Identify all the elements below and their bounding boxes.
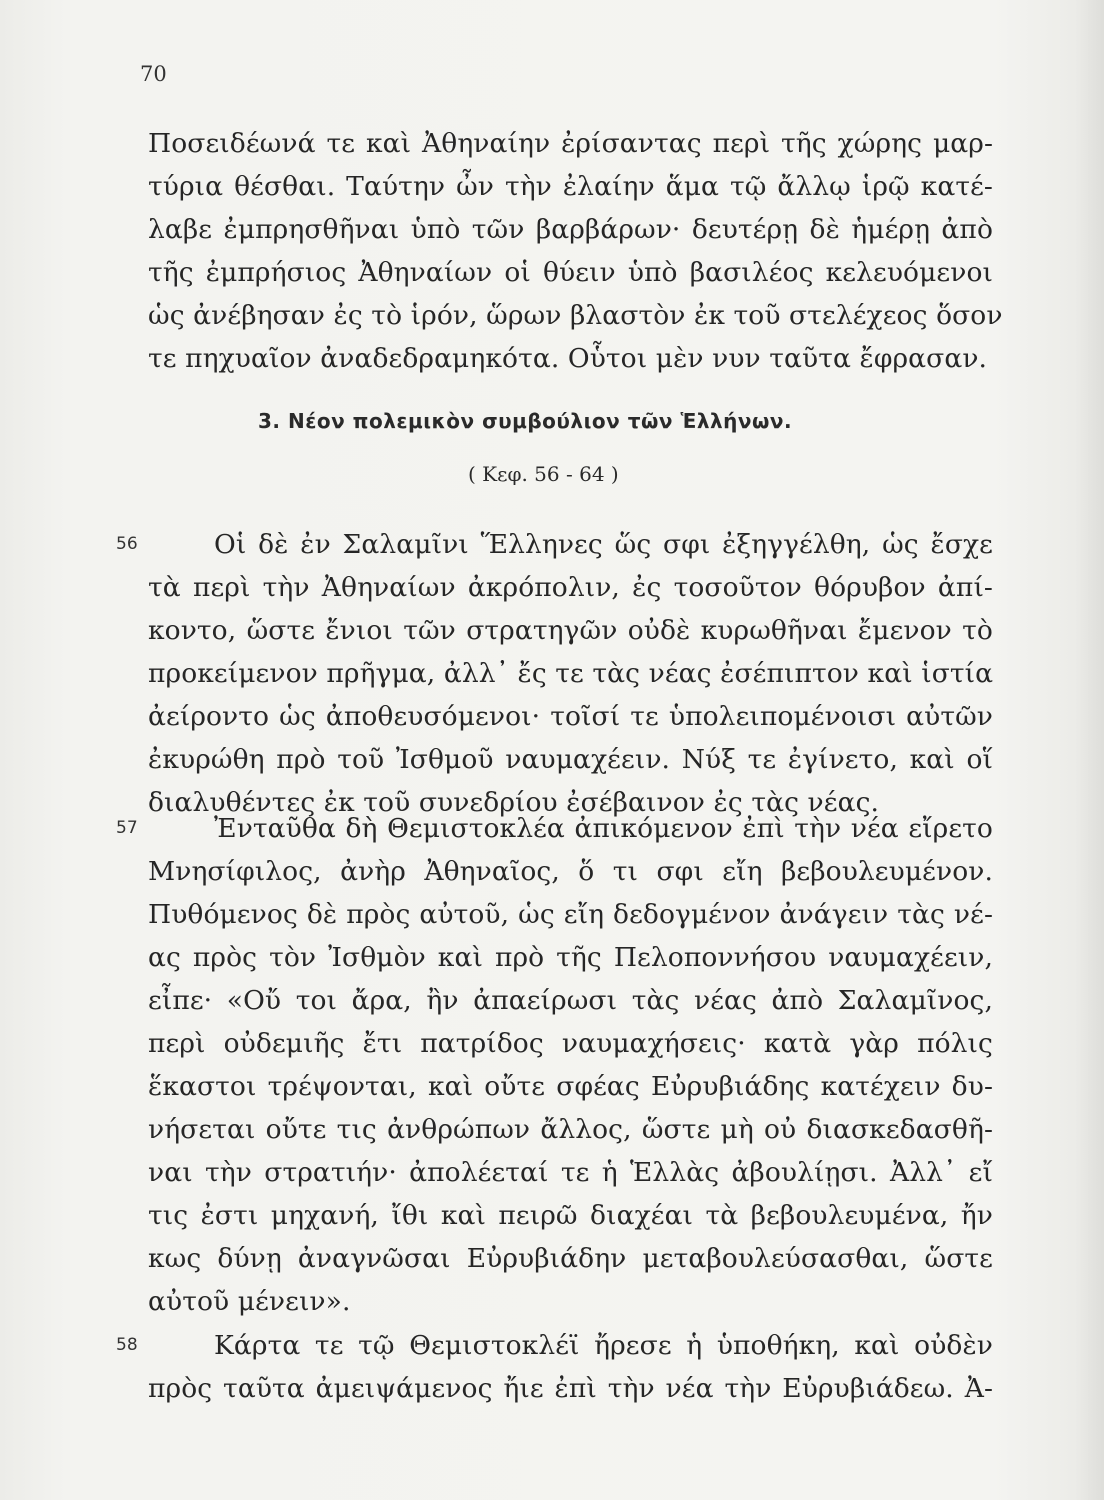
text-line: Ποσειδέωνά τε καὶ Ἀθηναίην ἐρίσαντας περὶ τῆς χώρης μαρ- [148, 128, 993, 159]
chapter-reference: ( Κεφ. 56 - 64 ) [468, 462, 619, 486]
text-line: πρὸς ταῦτα ἀμειψάμενος ἤιε ἐπὶ τὴν νέα τὴν Εὐρυβιάδεω. Ἀ- [148, 1373, 993, 1404]
text-line: Πυθόμενος δὲ πρὸς αὐτοῦ, ὡς εἴη δεδογμένον ἀνάγειν τὰς νέ- [148, 899, 993, 930]
text-line: τὰ περὶ τὴν Ἀθηναίων ἀκρόπολιν, ἐς τοσοῦτον θόρυβον ἀπί- [148, 572, 993, 603]
text-line: λαβε ἐμπρησθῆναι ὑπὸ τῶν βαρβάρων· δευτέρῃ δὲ ἡμέρῃ ἀπὸ [148, 214, 993, 245]
text-line: αὐτοῦ μένειν». [148, 1286, 351, 1317]
text-line: διαλυθέντες ἐκ τοῦ συνεδρίου ἐσέβαινον ἐς τὰς νέας. [148, 787, 880, 818]
text-line: προκείμενον πρῆγμα, ἀλλ᾽ ἔς τε τὰς νέας ἐσέπιπτον καὶ ἱστία [148, 658, 994, 689]
text-line: νήσεται οὔτε τις ἀνθρώπων ἄλλος, ὥστε μὴ οὐ διασκεδασθῆ- [148, 1114, 993, 1145]
text-line: ἀείροντο ὡς ἀποθευσόμενοι· τοῖσί τε ὑπολειπομένοισι αὐτῶν [148, 701, 993, 732]
margin-chapter-number: 58 [116, 1335, 138, 1355]
text-line: Κάρτα τε τῷ Θεμιστοκλέϊ ἤρεσε ἡ ὑποθήκη, καὶ οὐδὲν [214, 1330, 993, 1361]
text-line: τις ἐστι μηχανή, ἴθι καὶ πειρῶ διαχέαι τὰ βεβουλευμένα, ἤν [148, 1200, 993, 1231]
text-line: κοντο, ὥστε ἔνιοι τῶν στρατηγῶν οὐδὲ κυρωθῆναι ἔμενον τὸ [148, 615, 993, 646]
text-line: τε πηχυαῖον ἀναδεδραμηκότα. Οὗτοι μὲν νυν ταῦτα ἔφρασαν. [148, 343, 988, 374]
text-line: τῆς ἐμπρήσιος Ἀθηναίων οἱ θύειν ὑπὸ βασιλέος κελευόμενοι [148, 257, 993, 288]
margin-chapter-number: 56 [116, 534, 138, 554]
text-line: ἐκυρώθη πρὸ τοῦ Ἰσθμοῦ ναυμαχέειν. Νύξ τε ἐγίνετο, καὶ οἵ [148, 744, 993, 775]
text-line: Οἱ δὲ ἐν Σαλαμῖνι Ἕλληνες ὥς σφι ἐξηγγέλθη, ὡς ἔσχε [214, 529, 993, 560]
text-line: εἶπε· «Οὔ τοι ἄρα, ἢν ἀπαείρωσι τὰς νέας ἀπὸ Σαλαμῖνος, [148, 985, 993, 1016]
text-line: ναι τὴν στρατιήν· ἀπολέεταί τε ἡ Ἑλλὰς ἀβουλίῃσι. Ἀλλ᾽ εἴ [148, 1157, 993, 1188]
text-line: ὡς ἀνέβησαν ἐς τὸ ἱρόν, ὥρων βλαστὸν ἐκ τοῦ στελέχεος ὅσον [148, 300, 1003, 331]
text-line: τύρια θέσθαι. Ταύτην ὦν τὴν ἐλαίην ἅμα τῷ ἄλλῳ ἱρῷ κατέ- [148, 171, 993, 202]
text-line: ἕκαστοι τρέψονται, καὶ οὔτε σφέας Εὐρυβιάδης κατέχειν δυ- [148, 1071, 993, 1102]
section-title: 3. Νέον πολεμικὸν συμβούλιον τῶν Ἑλλήνων. [258, 409, 793, 433]
text-line: Μνησίφιλος, ἀνὴρ Ἀθηναῖος, ὅ τι σφι εἴη βεβουλευμένον. [148, 856, 993, 887]
text-line: περὶ οὐδεμιῆς ἔτι πατρίδος ναυμαχήσεις· κατὰ γὰρ πόλις [148, 1028, 993, 1059]
text-line: Ἐνταῦθα δὴ Θεμιστοκλέα ἀπικόμενον ἐπὶ τὴν νέα εἴρετο [214, 813, 993, 844]
page-number: 70 [140, 62, 167, 86]
text-line: ας πρὸς τὸν Ἰσθμὸν καὶ πρὸ τῆς Πελοποννήσου ναυμαχέειν, [148, 942, 993, 973]
text-line: κως δύνῃ ἀναγνῶσαι Εὐρυβιάδην μεταβουλεύσασθαι, ὥστε [148, 1243, 993, 1274]
page-edge-shadow [1074, 0, 1104, 1500]
margin-chapter-number: 57 [116, 818, 138, 838]
